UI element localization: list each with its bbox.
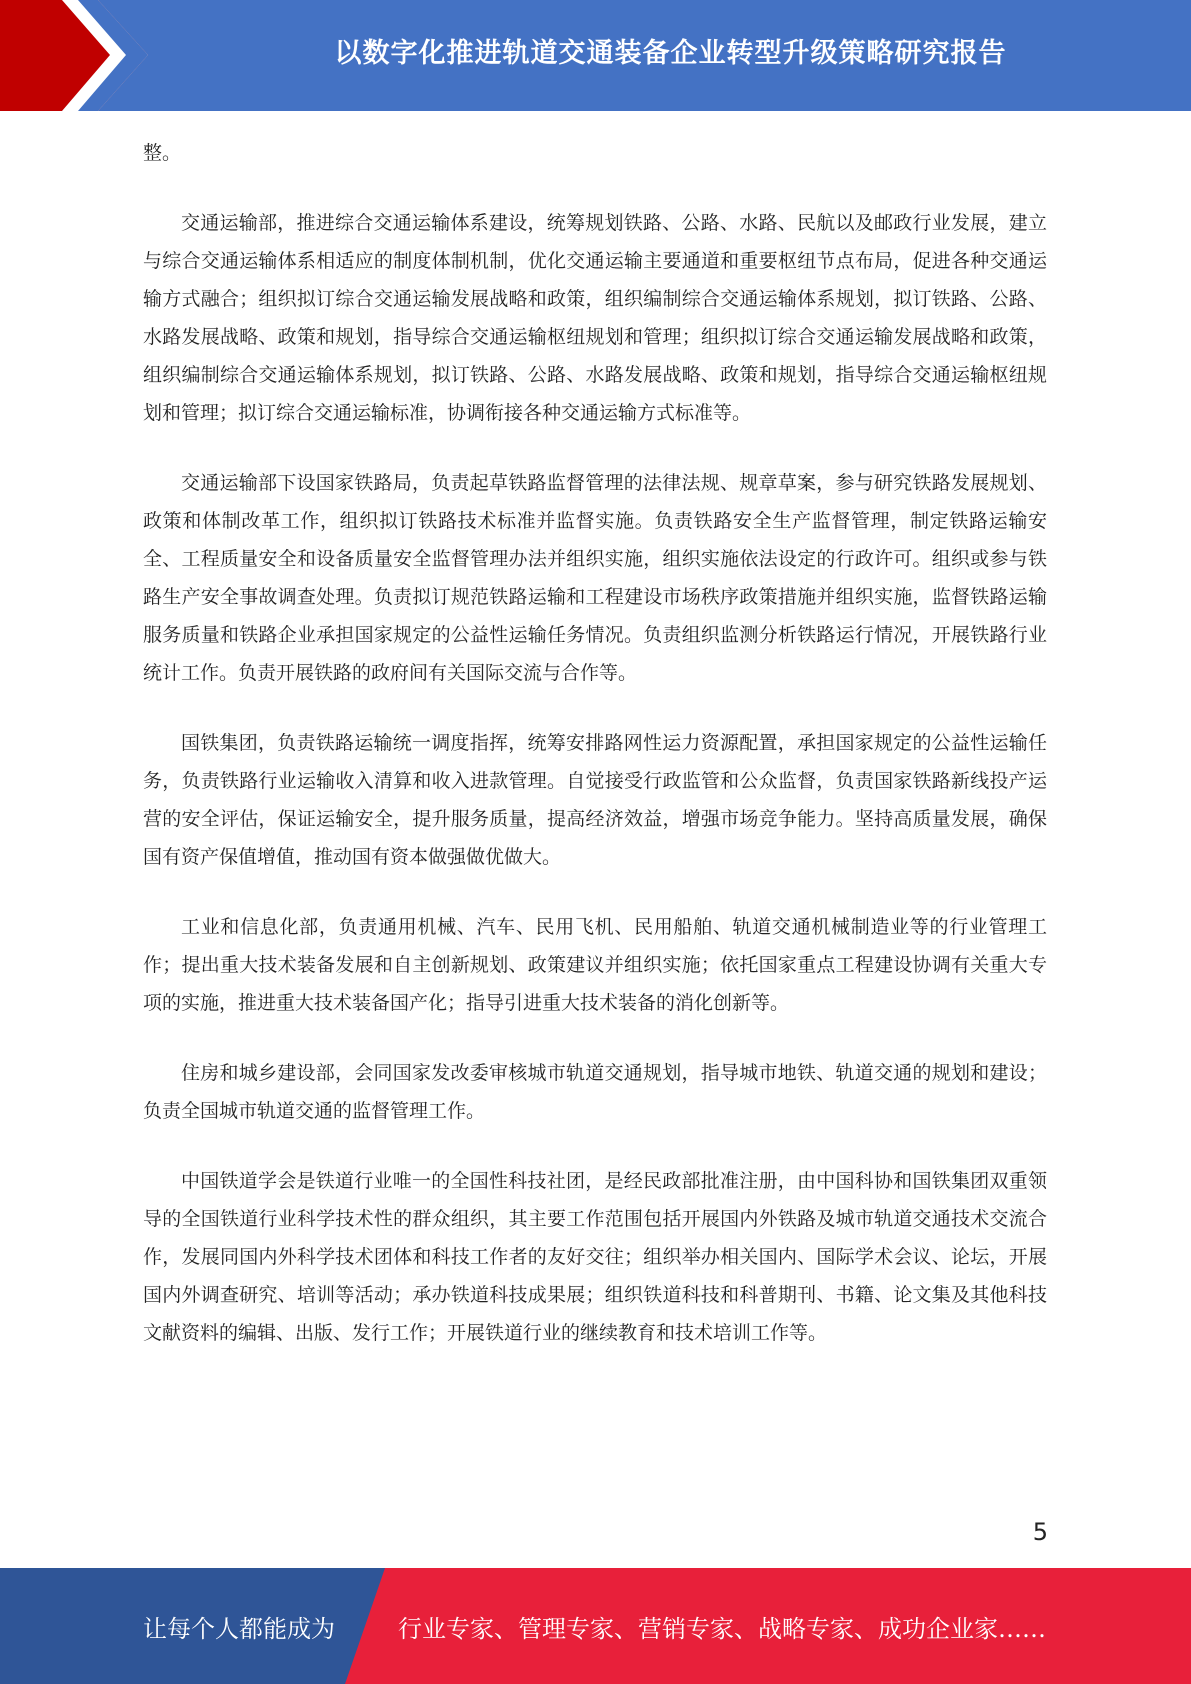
page-footer [0,1568,1191,1684]
page-header [0,0,1191,111]
page-number: 5 [1032,1518,1048,1546]
paragraph: 中国铁道学会是铁道行业唯一的全国性科技社团，是经民政部批准注册，由中国科协和国铁集团双重领导的全国铁道行业科学技术性的群众组织，其主要工作范围包括开展国内外铁路及城市轨道交通技术交流合作，发展同国内外科学技术团体和科技工作者的友好交往；组织举办相关国内、国际学术会议、论坛，开展国内外调查研究、培训等活动；承办铁道科技成果展；组织铁道科技和科普期刊、书籍、论文集及其他科技文献资料的编辑、出版、发行工作；开展铁道行业的继续教育和技术培训工作等。 [143,1170,1047,1344]
report-title: 以数字化推进轨道交通装备企业转型升级策略研究报告 [334,37,1007,69]
paragraph: 工业和信息化部，负责通用机械、汽车、民用飞机、民用船舶、轨道交通机械制造业等的行业管理工作；提出重大技术装备发展和自主创新规划、政策建议并组织实施；依托国家重点工程建设协调有关重大专项的实施，推进重大技术装备国产化；指导引进重大技术装备的消化创新等。 [143,916,1047,1014]
footer-slogan-left: 让每个人都能成为 [143,1614,335,1643]
footer-slogan-right: 行业专家、管理专家、营销专家、战略专家、成功企业家…… [398,1614,1046,1643]
paragraph: 整。 [143,142,182,164]
header-arrow-decoration [0,0,160,111]
paragraph: 国铁集团，负责铁路运输统一调度指挥，统筹安排路网性运力资源配置，承担国家规定的公益性运输任务，负责铁路行业运输收入清算和收入进款管理。自觉接受行政监管和公众监督，负责国家铁路新线投产运营的安全评估，保证运输安全，提升服务质量，提高经济效益，增强市场竞争能力。坚持高质量发展，确保国有资产保值增值，推动国有资本做强做优做大。 [143,732,1047,868]
body-text [143,134,1047,1384]
paragraph: 住房和城乡建设部，会同国家发改委审核城市轨道交通规划，指导城市地铁、轨道交通的规划和建设；负责全国城市轨道交通的监督管理工作。 [143,1062,1047,1122]
paragraph: 交通运输部下设国家铁路局，负责起草铁路监督管理的法律法规、规章草案，参与研究铁路发展规划、政策和体制改革工作，组织拟订铁路技术标准并监督实施。负责铁路安全生产监督管理，制定铁路运输安全、工程质量安全和设备质量安全监督管理办法并组织实施，组织实施依法设定的行政许可。组织或参与铁路生产安全事故调查处理。负责拟订规范铁路运输和工程建设市场秩序政策措施并组织实施，监督铁路运输服务质量和铁路企业承担国家规定的公益性运输任务情况。负责组织监测分析铁路运行情况，开展铁路行业统计工作。负责开展铁路的政府间有关国际交流与合作等。 [143,472,1047,684]
paragraph: 交通运输部，推进综合交通运输体系建设，统筹规划铁路、公路、水路、民航以及邮政行业发展，建立与综合交通运输体系相适应的制度体制机制，优化交通运输主要通道和重要枢纽节点布局，促进各种交通运输方式融合；组织拟订综合交通运输发展战略和政策，组织编制综合交通运输体系规划，拟订铁路、公路、水路发展战略、政策和规划，指导综合交通运输枢纽规划和管理；组织拟订综合交通运输发展战略和政策，组织编制综合交通运输体系规划，拟订铁路、公路、水路发展战略、政策和规划，指导综合交通运输枢纽规划和管理；拟订综合交通运输标准，协调衔接各种交通运输方式标准等。 [143,212,1047,424]
